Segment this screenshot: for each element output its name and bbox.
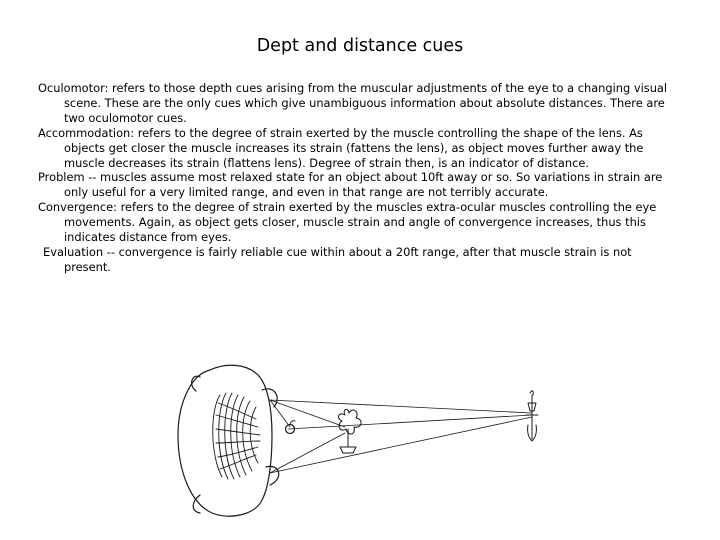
text-accommodation: refers to the degree of strain exerted by the muscle controlling the shape of the lens. As objects get closer the muscle increases its strain (fattens the lens), as object moves further away the muscle decreases its strain (flattens lens). Degree of strain then, is an indicator of distance. xyxy=(64,125,644,170)
text-convergence: refers to the degree of strain exerted by the muscles extra-ocular muscles controlling the eye movements. Again, as object gets closer, muscle strain and angle of convergence increases, thus this indicates distance from eyes. xyxy=(64,200,657,245)
paragraph-convergence xyxy=(38,200,678,245)
text-problem: -- muscles assume most relaxed state for an object about 10ft away or so. So variations in strain are only useful for a very limited range, and even in that range are not terribly accurate. xyxy=(64,170,663,200)
term-oculomotor: Oculomotor: xyxy=(38,81,109,95)
slide-body xyxy=(38,81,678,275)
term-convergence: Convergence: xyxy=(38,200,117,215)
paragraph-accommodation xyxy=(38,126,678,171)
near-sight-lines xyxy=(270,400,345,473)
near-object-plant xyxy=(338,409,361,453)
far-sight-lines xyxy=(270,400,532,473)
paragraph-problem xyxy=(38,170,678,200)
term-problem: Problem xyxy=(38,170,85,185)
far-object-figure xyxy=(526,391,538,441)
paragraph-evaluation xyxy=(38,245,678,275)
eye-convergence-illustration xyxy=(170,355,570,525)
text-evaluation: Evaluation -- convergence is fairly reliable cue within about a 20ft range, after that muscle strain is not present. xyxy=(43,244,632,274)
paragraph-oculomotor xyxy=(38,81,678,126)
term-accommodation: Accommodation: xyxy=(38,125,135,140)
brain-lines xyxy=(213,393,260,479)
slide-title: Dept and distance cues xyxy=(256,36,464,56)
text-oculomotor: refers to those depth cues arising from the muscular adjustments of the eye to a changing visual scene. These are the only cues which give unambiguous information about absolute distances. There are two oculomotor cues. xyxy=(64,81,668,125)
